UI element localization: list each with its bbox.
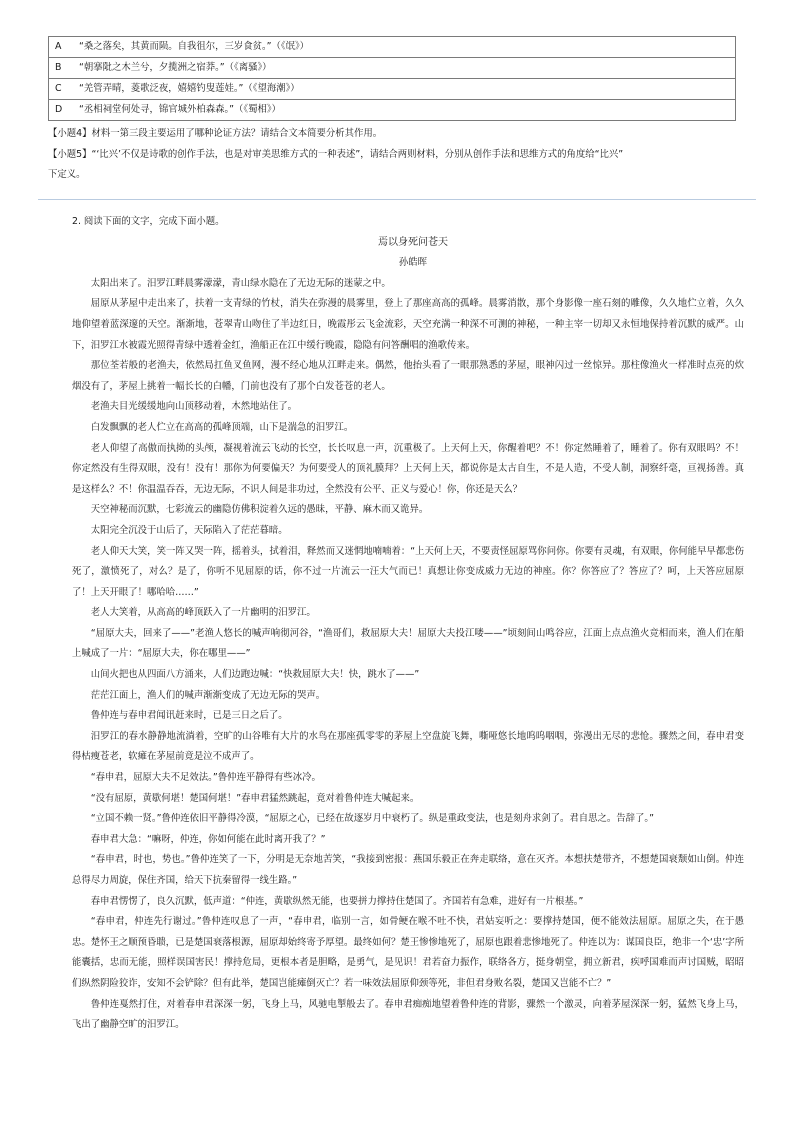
article-paragraph: 鲁仲连戛然打住，对着春申君深深一躬，飞身上马，风驰电掣般去了。春申君痴痴地望着鲁仲连的背影，骤然一个激灵，向着茅屋深深一躬，猛然飞身上马，飞出了幽静空旷的汨罗江。: [72, 998, 744, 1031]
article-paragraph: 春申君大急：“嘛呀，仲连，你如何能在此时离开我了？”: [90, 833, 326, 845]
article-paragraph: 汨罗江的春水静静地流淌着，空旷的山谷唯有大片的水鸟在那座孤零零的茅屋上空盘旋飞舞，嘶哑悠长地呜呜咽咽，弥漫出无尽的悲怆。骤然之间，春申君变得枯瘦苍老，软瘫在茅屋前竟是泣不成声了。: [72, 730, 744, 763]
option-text: “羌管弄晴，菱歌泛夜，嬉嬉钓叟莲娃。”（《望海潮》）: [79, 83, 300, 94]
option-row: [49, 79, 736, 100]
sub-questions: [48, 124, 738, 186]
article-paragraph: “屈原大夫，回来了——”老渔人悠长的喊声响彻河谷，“渔哥们，救屈原大夫！屈原大夫投江喽——”顷刻间山鸣谷应，江面上点点渔火竞相而来，渔人们在船上喊成了一片：“屈原大夫，你在哪里——”: [72, 627, 744, 660]
question-4: 【小题4】材料一第三段主要运用了哪种论证方法？请结合文本简要分析其作用。: [48, 128, 383, 139]
option-label: D: [55, 104, 63, 115]
option-text: “朝搴阰之木兰兮，夕揽洲之宿莽。”（《离骚》）: [79, 62, 272, 73]
article-paragraph: 老人仰天大笑，笑一阵又哭一阵，摇着头，拭着泪，释然而又迷惘地喃喃着：“上天何上天，不要责怪屈原骂你问你。你要有灵魂，有双眼，你何能早早都悲伤死了，激愤死了，对么？是了，你听不见屈原的话，你不过一片流云一汪大气而已！真想让你变成威力无边的神座。你？你答应了？答应了？呵，上天答应屈原了！上天开眼了！哪哈哈……”: [72, 545, 744, 598]
option-text: “丞相祠堂何处寻，锦官城外柏森森。”（《蜀相》）: [79, 104, 281, 115]
options-table: [48, 36, 736, 121]
section-divider: [38, 199, 756, 200]
option-label: C: [55, 83, 62, 94]
option-cell: [49, 79, 736, 100]
article-paragraph: 鲁仲连与春申君闻讯赶来时，已是三日之后了。: [90, 710, 288, 722]
article-paragraph: 白发飘飘的老人伫立在高高的孤峰顶端，山下是湍急的汨罗江。: [90, 421, 354, 433]
reading-section: [72, 212, 744, 1036]
article-paragraph: 老人仰望了高傲而执拗的头颅，凝视着流云飞动的长空，长长叹息一声，沉重极了。上天何上天，你醒着吧？不！你定然睡着了，睡着了。你有双眼吗？不！你定然没有生得双眼，没有！没有！那你为何要偏天？为何要受人的顶礼膜拜？上天何上天，都说你是太古自生，不是人造，不受人制，洞察纤毫，亘视扬善。真是这样么？不！你温温吞吞，无边无际，不识人间是非功过，全然没有公平、正义与爱心！你，你还是天么？: [72, 442, 744, 495]
option-cell: [49, 100, 736, 121]
article-title: 焉以身死问苍天: [378, 236, 448, 248]
option-row: [49, 58, 736, 79]
option-row: [49, 100, 736, 121]
article-paragraph: 山间火把也从四面八方涌来，人们边跑边喊：“快救屈原大夫！快，跳水了——”: [90, 669, 420, 681]
option-text: “桑之落矣，其黄而陨。自我徂尔，三岁食贫。”（《氓》）: [79, 41, 310, 52]
option-cell: [49, 37, 736, 58]
article-paragraph: 春申君愣愣了，良久沉默，低声道：“仲连，黄歇纵然无能，也要拼力撑持住楚国了。齐国若有急难，进好有一片根基。”: [90, 895, 584, 907]
option-label: A: [55, 41, 62, 52]
article-body: [72, 274, 744, 1036]
option-label: B: [55, 62, 62, 73]
article-paragraph: 太阳完全沉没于山后了，天际陷入了茫茫暮暗。: [90, 524, 288, 536]
article-paragraph: 太阳出来了。汨罗江畔晨雾濛濛，青山绿水隐在了无边无际的迷蒙之中。: [90, 277, 391, 289]
option-row: [49, 37, 736, 58]
article-paragraph: “春申君，仲连先行谢过。”鲁仲连叹息了一声，“春申君，临别一言，如骨鲠在喉不吐不快，君姑妄听之：要撑持楚国，便不能效法屈原。屈原之失，在于愚忠。楚怀王之顺预昏聩，已是楚国衰落根源，屈原却始终寄予厚望。最终如何？楚王惨惨地死了，屈原也跟着悲惨地死了。仲连以为：谋国良臣，绝非一个‘忠’字所能囊括，忠而无能，照样误国害民！撑持危局，更根本者是胆略，是勇气，是见识！君若奋力振作，联络各方，挺身朝堂，拥立新君，疾呼国难而声讨国贼，昭昭们纵然阴险狡诈，安知不会铲除？但有此举，楚国岂能瘫倒灭亡？若一味效法屈原仰颈等死，非但君身败名裂，楚国又岂能不亡？”: [72, 916, 744, 989]
article-paragraph: 老渔夫目光缓缓地向山顶移动着，木然地站住了。: [90, 401, 298, 413]
section-intro: 2. 阅读下面的文字，完成下面小题。: [72, 216, 225, 227]
question-5: 【小题5】“‘比兴’不仅是诗歌的创作手法，也是对审美思维方式的一种表述”，请结合两则材料，分别从创作手法和思维方式的角度给“比兴”: [48, 148, 624, 160]
article-paragraph: 屈原从茅屋中走出来了，扶着一支青绿的竹杖，消失在弥漫的晨雾里，登上了那座高高的孤峰。晨雾消散，那个身影像一座石刻的雕像，久久地伫立着，久久地仰望着蓝深邃的天空。渐渐地，苍翠青山吻住了半边红日，晚霞彤云飞金流彩，天空充满一种深不可测的神秘，一种主宰一切却又永恒地保持着沉默的威严。山下，汨罗江水被霞光照得青绿中透着金红，渔船正在江中缓行晚霞，隐隐有问答酬唱的渔歌传来。: [72, 298, 744, 351]
article-paragraph: 那位荃若般的老渔夫，依然局扛鱼叉鱼网，漫不经心地从江畔走来。偶然，他抬头看了一眼那熟悉的茅屋，眼神闪过一丝惊异。那柱像渔火一样准时点亮的炊烟没有了，茅屋上挑着一幅长长的白幡，门前也没有了那个白发苍苍的老人。: [72, 360, 744, 392]
option-cell: [49, 58, 736, 79]
article-author: 孙皓晖: [398, 257, 428, 269]
article-paragraph: “立国不赖一贤。”鲁仲连依旧平静得冷漠，“屈原之心，已经在故逐岁月中衰朽了。纵是重政变法，也是刻舟求剑了。君自思之。告辞了。”: [90, 813, 654, 825]
article-paragraph: “没有屈原，黄歇何堪！楚国何堪！”春申君猛然跳起，竟对着鲁仲连大喊起来。: [90, 792, 420, 804]
question-5-continued: 下定义。: [48, 169, 86, 181]
article-paragraph: “春申君，时也，势也。”鲁仲连笑了一下，分明是无奈地苦笑，“我接到密报：燕国乐毅正在奔走联络，意在灭齐。本想扶楚带齐，不想楚国衰颓如山倒。仲连总得尽力周旋，保住齐国，给天下抗秦留得一线生路。”: [72, 854, 744, 886]
article-paragraph: 茫茫江面上，渔人们的喊声渐渐变成了无边无际的哭声。: [90, 689, 326, 701]
article-paragraph: 天空神秘而沉默，七彩流云的幽隐仿佛积淀着久远的愚昧，平静、麻木而又诡异。: [90, 504, 429, 516]
article-paragraph: “春申君，屈原大夫不足效法。”鲁仲连平静得有些冰冷。: [90, 772, 321, 784]
article-paragraph: 老人大笑着，从高高的峰顶跃入了一片幽明的汨罗江。: [90, 607, 316, 619]
